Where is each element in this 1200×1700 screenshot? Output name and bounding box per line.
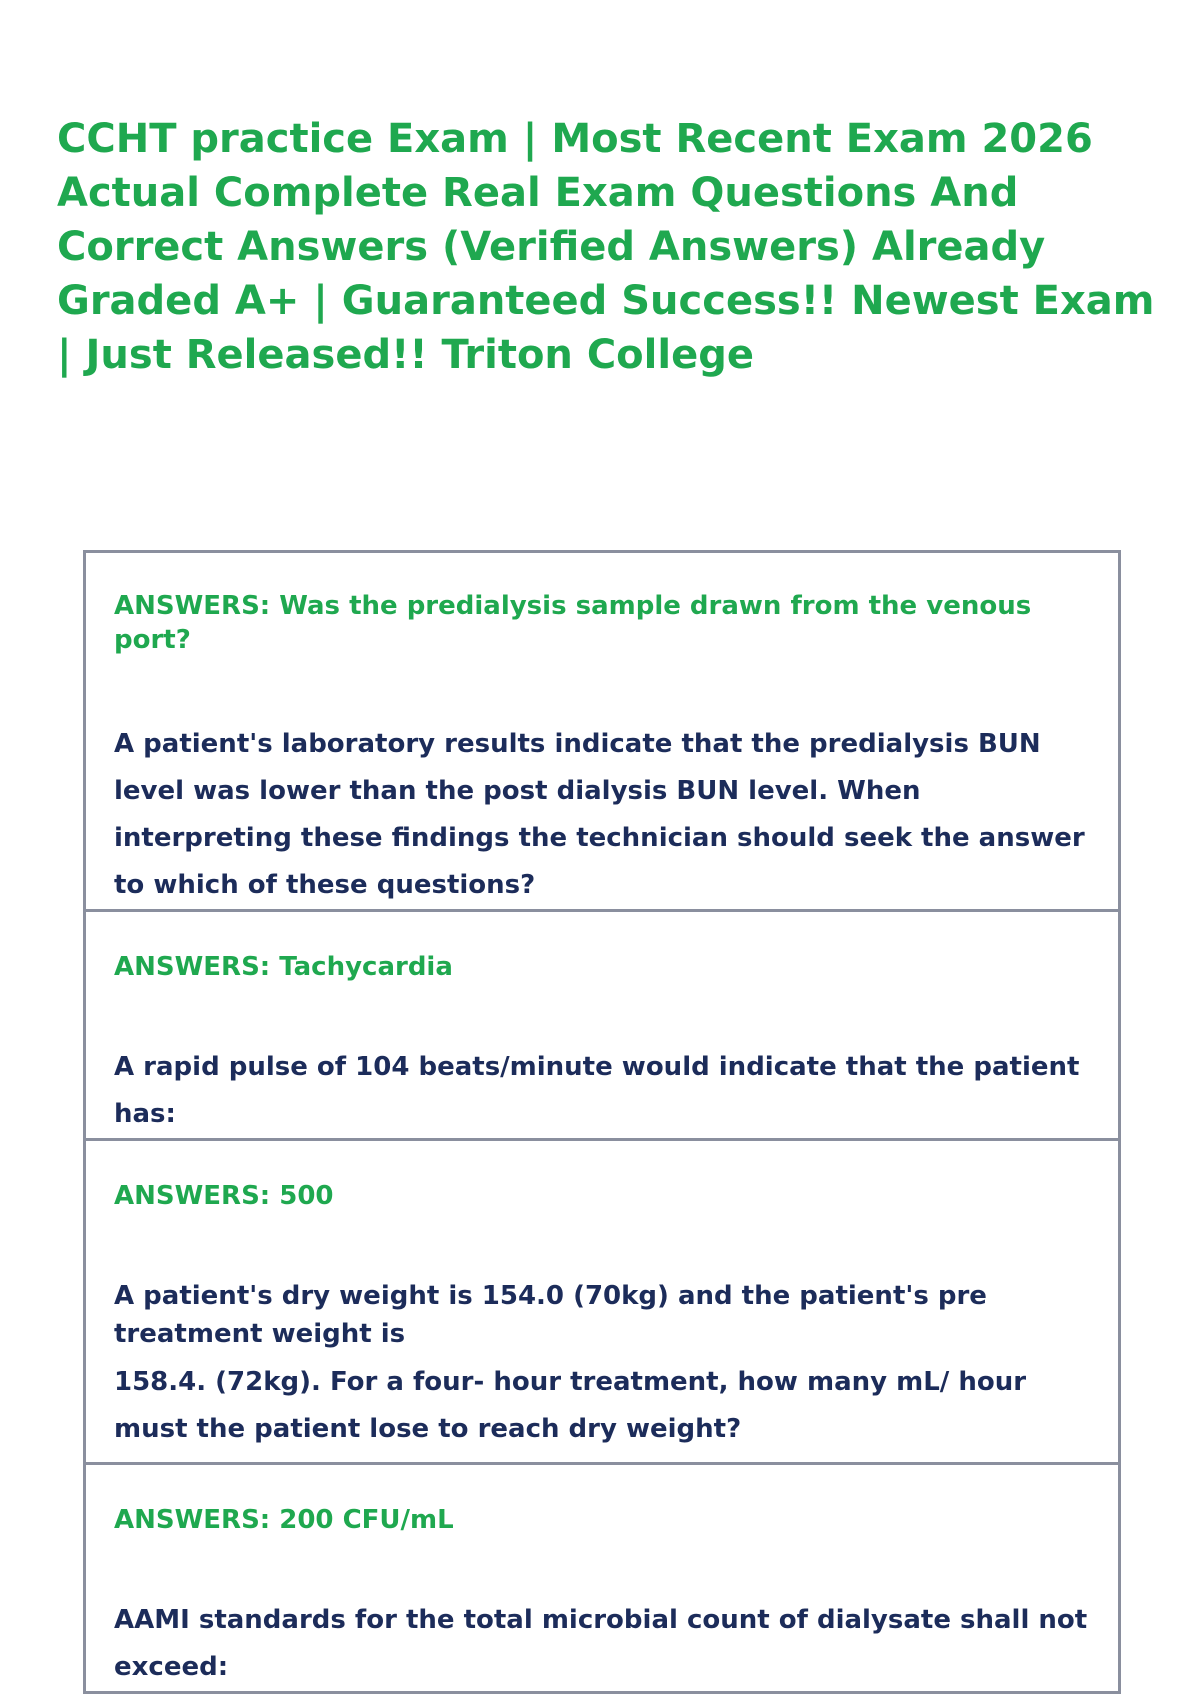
answer-text: ANSWERS: 500 [114, 1181, 334, 1211]
qa-cell [85, 1464, 1120, 1693]
question-text: A rapid pulse of 104 beats/minute would indicate that the patient has: [114, 1052, 1080, 1129]
qa-row [85, 552, 1120, 911]
question-text: AAMI standards for the total microbial count of dialysate shall not exceed: [114, 1605, 1088, 1682]
qa-table [83, 550, 1121, 1694]
qa-row [85, 1140, 1120, 1464]
question-text-line2: 158.4. (72kg). For a four- hour treatment, how many mL/ hour must the patient lose to reach dry weight? [114, 1367, 1027, 1444]
answer-text: ANSWERS: Tachycardia [114, 952, 453, 982]
answer-text: ANSWERS: Was the predialysis sample drawn from the venous port? [114, 591, 1032, 655]
qa-cell [85, 552, 1120, 911]
qa-row [85, 1464, 1120, 1693]
question-text: A patient's laboratory results indicate that the predialysis BUN level was lower than the post dialysis BUN level. When interpreting these findings the technician should seek the answer to which of these questions? [114, 729, 1085, 900]
answer-text: ANSWERS: 200 CFU/mL [114, 1505, 454, 1535]
question-text-line1: A patient's dry weight is 154.0 (70kg) and the patient's pre treatment weight is [114, 1281, 987, 1349]
qa-cell [85, 911, 1120, 1140]
question-text [114, 1277, 1106, 1453]
qa-row [85, 911, 1120, 1140]
qa-cell [85, 1140, 1120, 1464]
document-title: CCHT practice Exam | Most Recent Exam 2026 Actual Complete Real Exam Questions And Correct Answers (Verified Answers) Already Graded A+ | Guaranteed Success!! Newest Exam | Just Released!! Triton College [57, 116, 1155, 378]
